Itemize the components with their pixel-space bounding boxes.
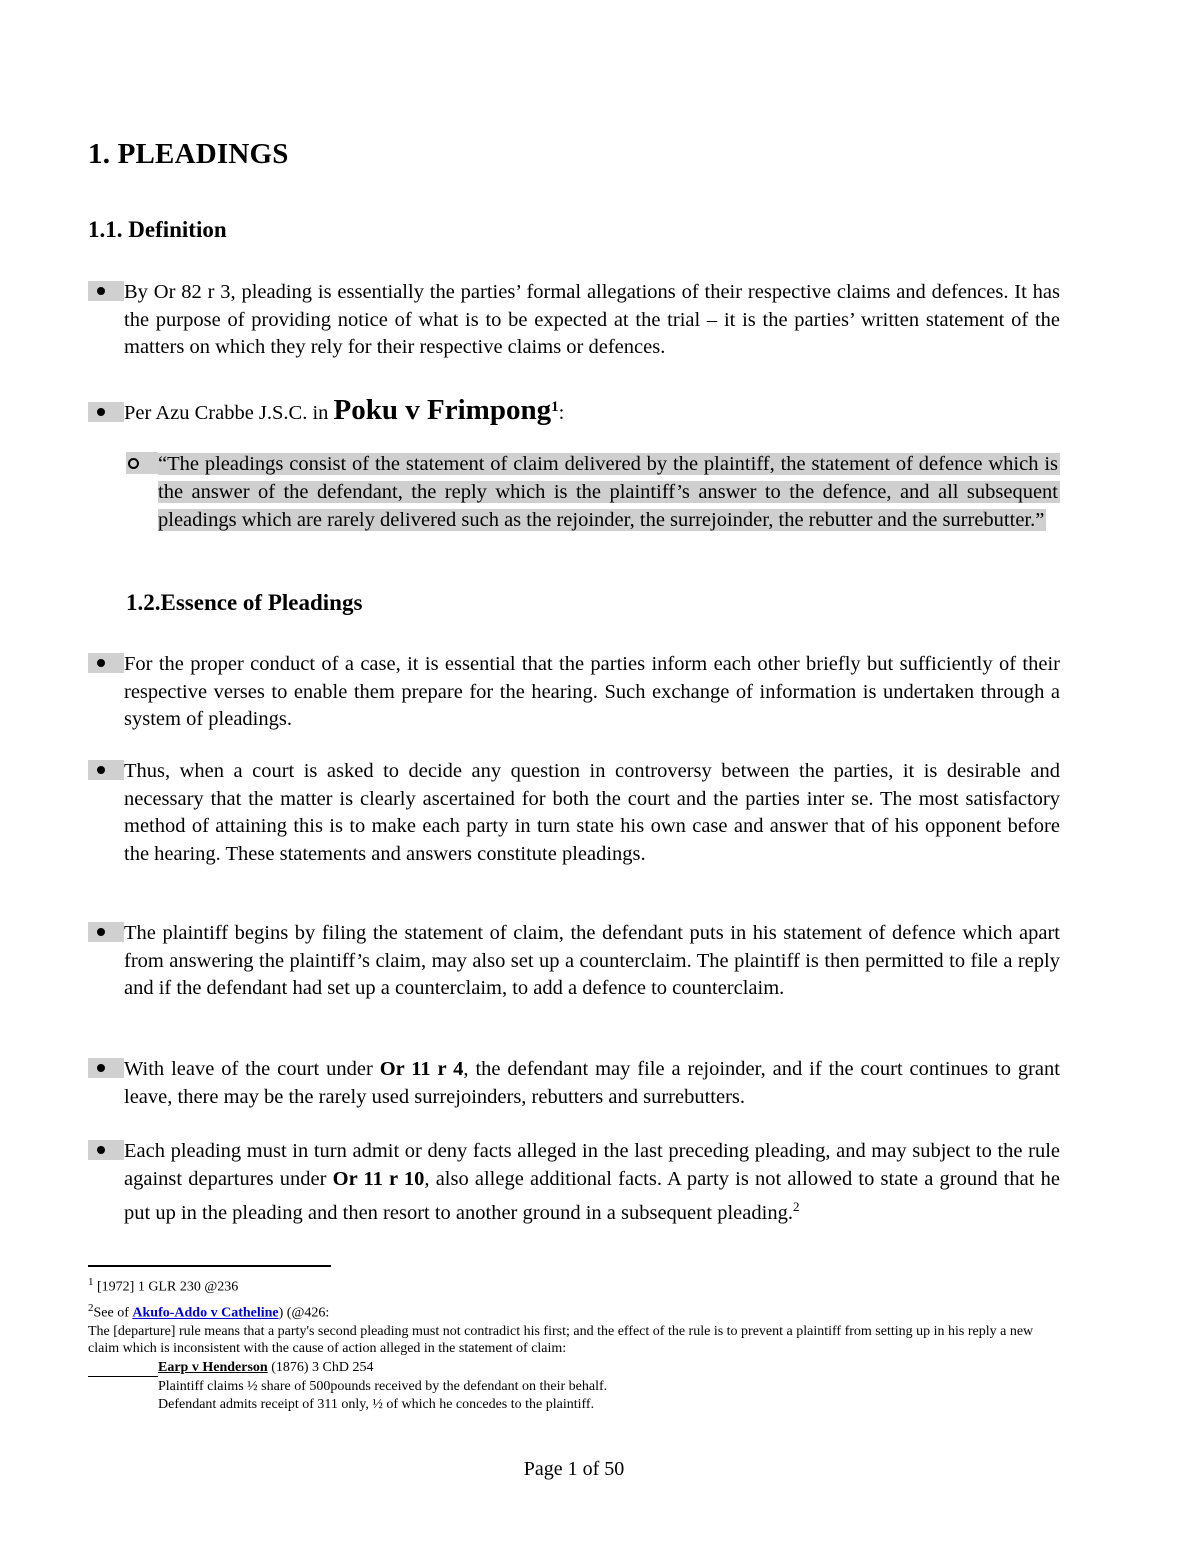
- footnote-line-1: Plaintiff claims ½ share of 500pounds received by the defendant on their behalf.: [158, 1379, 608, 1394]
- citation-prefix: Per Azu Crabbe J.S.C. in: [124, 401, 334, 424]
- paragraph-text: Thus, when a court is asked to decide any question in controversy between the parties, it is desirable and necessary that the matter is clearly ascertained for both the court and the parties inter se. The most satisfactory method of attaining this is to make each party in turn state his own case and answer that of his opponent before the hearing. These statements and answers constitute pleadings.: [124, 760, 1060, 865]
- subheading-essence: 1.2.Essence of Pleadings: [126, 590, 363, 615]
- footnote-line-2: Defendant admits receipt of 311 only, ½ of which he concedes to the plaintiff.: [158, 1397, 595, 1412]
- bullet-paragraph-3: [88, 651, 1060, 734]
- bullet-paragraph-1: [88, 279, 1060, 362]
- bullet-icon: [88, 281, 124, 301]
- quote-text: “The pleadings consist of the statement of claim delivered by the plaintiff, the statement of defence which is the answer of the defendant, the reply which is the plaintiff’s answer to the defence, and all subsequent pleadings which are rarely delivered such as the rejoinder, the surrejoinder, the rebutter and the surrebutter.”: [158, 453, 1058, 531]
- footnote-separator: [88, 1265, 331, 1267]
- paragraph-text: By Or 82 r 3, pleading is essentially the parties’ formal allegations of their respective claims and defences. It has the purpose of providing notice of what is to be expected at the trial – it is the parties’ written statement of the matters on which they rely for their respective claims or defences.: [124, 281, 1060, 358]
- footnote-ref-2[interactable]: 2: [792, 1199, 800, 1214]
- footnote-2-paragraph: The [departure] rule means that a party's second pleading must not contradict his first; and the effect of the rule is to prevent a plaintiff from setting up in his reply a new claim which is inconsistent with the cause of action alleged in the statement of claim:: [88, 1324, 1034, 1356]
- paragraph-text: The plaintiff begins by filing the statement of claim, the defendant puts in his statement of defence which apart from answering the plaintiff’s claim, may also set up a counterclaim. The plaintiff is then permitted to file a reply and if the defendant had set up a counterclaim, to add a defence to counterclaim.: [124, 922, 1060, 999]
- bullet-icon: [88, 402, 124, 422]
- case-underline: [88, 1376, 158, 1377]
- bullet-paragraph-7: Each pleading must in turn admit or deny facts alleged in the last preceding pleading, and may subject to the rule against departures under Or 11 r 10, also allege additional facts. A party is not allowed to state a ground that he put up in the pleading and then resort to another ground in a subsequent pleading.$^2$: [88, 1138, 1060, 1227]
- case-name: Earp v Henderson: [158, 1360, 268, 1375]
- page-number: Page 1 of 50: [523, 1458, 625, 1480]
- citation-suffix: :: [558, 401, 565, 424]
- bullet-paragraph-2: [88, 392, 1060, 428]
- paragraph-text: For the proper conduct of a case, it is essential that the parties inform each other briefly but sufficiently of their respective verses to enable them prepare for the hearing. Such exchange of information is undertaken through a system of pleadings.: [124, 653, 1060, 730]
- quote-block: [126, 450, 1060, 534]
- sub-bullet-icon: [126, 452, 158, 474]
- bullet-icon: [88, 1058, 124, 1078]
- subheading-definition: 1.1. Definition: [88, 217, 227, 242]
- rule-reference: Or 11 r 10: [332, 1167, 425, 1190]
- bullet-icon: [88, 1140, 124, 1160]
- section-heading: 1. PLEADINGS: [88, 138, 289, 170]
- document-page: 1. PLEADINGS 1.1. Definition By Or 82 r 3, pleading is essentially the parties’ formal allegations of their respective claims and defences. It has the purpose of providing notice of what is to be expected at the trial – it is the parties’ written statement of the matters on which they rely for their respective claims or defences. Per Azu Crabbe J.S.C. in Poku v Frimpong$^1$: “The pleadings consist of the statement of claim delivered by the plaintiff, the statement of defence which is the answer of the defendant, the reply which is the plaintiff’s answer to the defence, and all subsequent pleadings which are rarely delivered such as the rejoinder, the surrejoinder, the rebutter and the surrebutter.” 1.2.Essence of Pleadings For the proper conduct of a case, it is essential that the parties inform each other briefly but sufficiently of their respective verses to enable them prepare for the hearing. Such exchange of information is undertaken through a system of pleadings. Thus, when a court is asked to decide any question in controversy between the parties, it is desirable and necessary that the matter is clearly ascertained for both the court and the parties inter se. The most satisfactory method of attaining this is to make each party in turn state his own case and answer that of his opponent before the hearing. These statements and answers constitute pleadings. The plaintiff begins by filing the statement of claim, the defendant puts in his statement of defence which apart from answering the plaintiff’s claim, may also set up a counterclaim. The plaintiff is then permitted to file a reply and if the defendant had set up a counterclaim, to add a defence to counterclaim. With leave of the court under Or 11 r 4, the defendant may file a rejoinder, and if the court continues to grant leave, there may be the rarely used surrejoinders, rebutters and surrebutters. Each pleading must in turn admit or deny facts alleged in the last preceding pleading, and may subject to the rule against departures under Or 11 r 10, also allege additional facts. A party is not allowed to state a ground that he put up in the pleading and then resort to another ground in a subsequent pleading.$^2$ $^1$ [1972] 1 GLR 230 @236 $^2$See of Akufo-Addo v Catheline) (@426: The [departure] rule means that a party's second pleading must not contradict his first; and the effect of the rule is to prevent a plaintiff from setting up in his reply a new claim which is inconsistent with the cause of action alleged in the statement of claim: Earp v Henderson (1876) 3 ChD 254 Plaintiff claims ½ share of 500pounds received by the defendant on their behalf. Defendant admits receipt of 311 only, ½ of which he concedes to the plaintiff. Page 1 of 50: [0, 0, 1200, 1553]
- rule-reference: Or 11 r 4: [379, 1058, 464, 1080]
- bullet-paragraph-6: With leave of the court under Or 11 r 4, the defendant may file a rejoinder, and if the court continues to grant leave, there may be the rarely used surrejoinders, rebutters and surrebutters.: [88, 1056, 1060, 1111]
- bullet-icon: [88, 760, 124, 780]
- bullet-paragraph-5: [88, 920, 1060, 1003]
- footnote-ref-1[interactable]: 1: [551, 399, 559, 415]
- case-name: Poku v Frimpong: [333, 393, 552, 426]
- bullet-icon: [88, 653, 124, 673]
- footnote-2: $^2$See of Akufo-Addo v Catheline) (@426:: [88, 1302, 330, 1321]
- footnote-1: $^1$ [1972] 1 GLR 230 @236: [88, 1276, 239, 1295]
- bullet-paragraph-4: [88, 758, 1060, 868]
- case-link[interactable]: Akufo-Addo v Catheline: [132, 1305, 279, 1321]
- bullet-icon: [88, 922, 124, 942]
